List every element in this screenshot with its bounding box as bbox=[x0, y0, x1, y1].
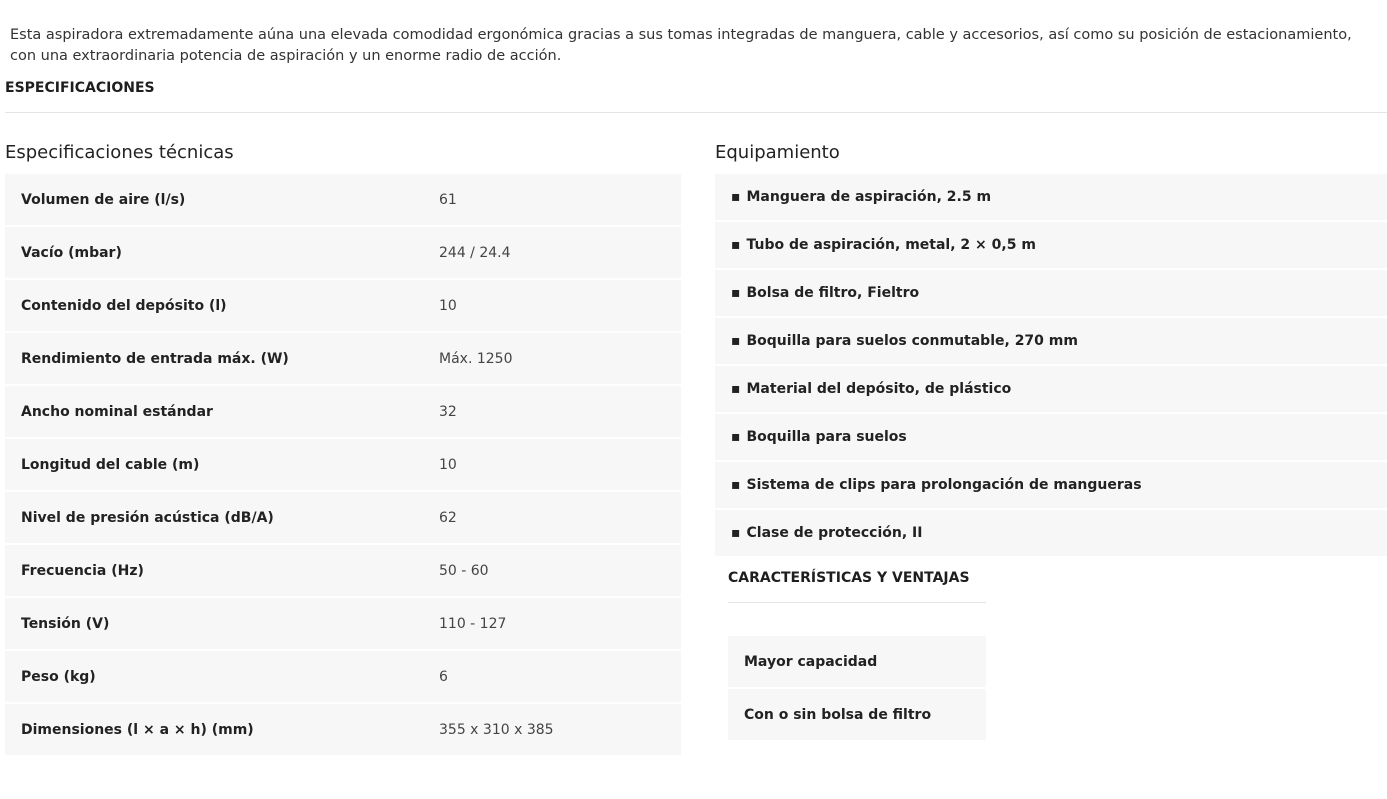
spec-label: Vacío (mbar) bbox=[5, 227, 439, 280]
list-item bbox=[715, 462, 1387, 510]
features-list bbox=[728, 636, 986, 742]
equipment-item-label: Material del depósito, de plástico bbox=[746, 381, 1012, 397]
spec-label: Rendimiento de entrada máx. (W) bbox=[5, 333, 439, 386]
bullet-icon: ▪ bbox=[731, 333, 741, 349]
spec-label: Tensión (V) bbox=[5, 598, 439, 651]
spec-label: Longitud del cable (m) bbox=[5, 439, 439, 492]
list-item bbox=[715, 270, 1387, 318]
divider bbox=[728, 602, 986, 603]
table-row bbox=[5, 174, 681, 227]
table-row bbox=[5, 545, 681, 598]
spec-label: Peso (kg) bbox=[5, 651, 439, 704]
spec-label: Frecuencia (Hz) bbox=[5, 545, 439, 598]
divider bbox=[5, 112, 1387, 113]
bullet-icon: ▪ bbox=[731, 189, 741, 205]
list-item bbox=[715, 366, 1387, 414]
equipment-item-label: Boquilla para suelos conmutable, 270 mm bbox=[746, 333, 1078, 349]
table-row bbox=[5, 439, 681, 492]
table-row bbox=[5, 598, 681, 651]
table-row bbox=[5, 651, 681, 704]
tech-specs-title: Especificaciones técnicas bbox=[5, 142, 234, 163]
spec-label: Dimensiones (l × a × h) (mm) bbox=[5, 704, 439, 757]
bullet-icon: ▪ bbox=[731, 381, 741, 397]
spec-value: 62 bbox=[439, 492, 681, 545]
list-item bbox=[715, 174, 1387, 222]
equipment-item-label: Bolsa de filtro, Fieltro bbox=[746, 285, 920, 301]
table-row bbox=[5, 704, 681, 757]
spec-value: 61 bbox=[439, 174, 681, 227]
spec-value: 355 x 310 x 385 bbox=[439, 704, 681, 757]
spec-value: 50 - 60 bbox=[439, 545, 681, 598]
bullet-icon: ▪ bbox=[731, 429, 741, 445]
equipment-item-label: Sistema de clips para prolongación de mangueras bbox=[746, 477, 1142, 493]
tech-specs-table bbox=[5, 174, 681, 757]
bullet-icon: ▪ bbox=[731, 237, 741, 253]
spec-value: Máx. 1250 bbox=[439, 333, 681, 386]
bullet-icon: ▪ bbox=[731, 477, 741, 493]
feature-item-label: Mayor capacidad bbox=[744, 653, 878, 670]
equipment-item-label: Clase de protección, II bbox=[746, 525, 923, 541]
section-title: ESPECIFICACIONES bbox=[5, 80, 155, 96]
spec-value: 244 / 24.4 bbox=[439, 227, 681, 280]
bullet-icon: ▪ bbox=[731, 285, 741, 301]
table-row bbox=[5, 280, 681, 333]
product-description: Esta aspiradora extremadamente aúna una elevada comodidad ergonómica gracias a sus tomas integradas de manguera, cable y accesorios, así como su posición de estacionamiento, con una extraordinaria potencia de aspiración y un enorme radio de acción. bbox=[10, 26, 1352, 64]
spec-value: 10 bbox=[439, 280, 681, 333]
spec-value: 32 bbox=[439, 386, 681, 439]
equipment-item-label: Manguera de aspiración, 2.5 m bbox=[746, 189, 992, 205]
spec-value: 6 bbox=[439, 651, 681, 704]
table-row bbox=[5, 333, 681, 386]
list-item bbox=[728, 689, 986, 742]
bullet-icon: ▪ bbox=[731, 525, 741, 541]
list-item bbox=[715, 510, 1387, 558]
list-item bbox=[715, 222, 1387, 270]
feature-item-label: Con o sin bolsa de filtro bbox=[744, 706, 932, 723]
spec-label: Volumen de aire (l/s) bbox=[5, 174, 439, 227]
list-item bbox=[715, 318, 1387, 366]
spec-value: 10 bbox=[439, 439, 681, 492]
spec-label: Nivel de presión acústica (dB/A) bbox=[5, 492, 439, 545]
list-item bbox=[728, 636, 986, 689]
features-title: CARACTERÍSTICAS Y VENTAJAS bbox=[728, 570, 970, 586]
equipment-title: Equipamiento bbox=[715, 142, 840, 163]
table-row bbox=[5, 386, 681, 439]
equipment-item-label: Boquilla para suelos bbox=[746, 429, 907, 445]
spec-label: Ancho nominal estándar bbox=[5, 386, 439, 439]
equipment-list bbox=[715, 174, 1387, 558]
table-row bbox=[5, 492, 681, 545]
spec-value: 110 - 127 bbox=[439, 598, 681, 651]
list-item bbox=[715, 414, 1387, 462]
table-row bbox=[5, 227, 681, 280]
equipment-item-label: Tubo de aspiración, metal, 2 × 0,5 m bbox=[746, 237, 1036, 253]
spec-label: Contenido del depósito (l) bbox=[5, 280, 439, 333]
